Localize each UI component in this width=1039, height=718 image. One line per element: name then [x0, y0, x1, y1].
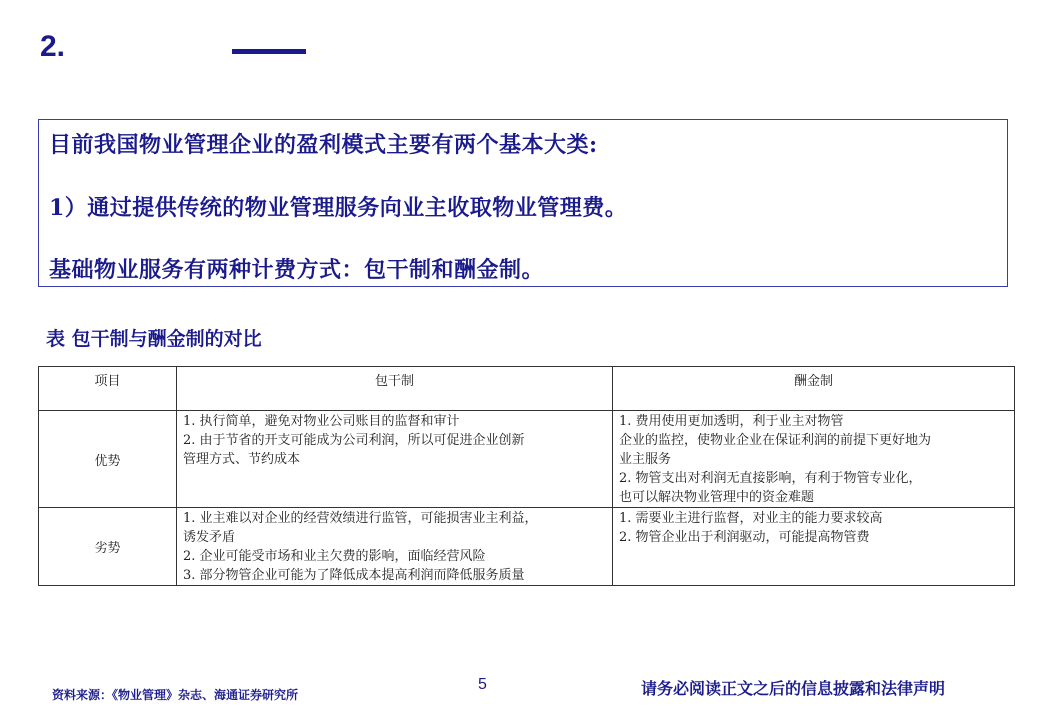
cell-line: 也可以解决物业管理中的资金难题 [619, 490, 815, 505]
summary-line-2: 1）通过提供传统的物业管理服务向业主收取物业管理费。 [49, 195, 628, 221]
cell-line: 诱发矛盾 [183, 530, 236, 545]
footer-source: 资料来源：《物业管理》杂志、海通证券研究所 [52, 688, 299, 702]
row-label-advantages: 优势 [39, 411, 177, 508]
table-caption: 表 包干制与酬金制的对比 [46, 328, 262, 350]
heading-rule [232, 49, 306, 54]
table-row-advantages [39, 411, 1015, 508]
cell-line: 2. 物管企业出于利润驱动，可能提高物管费 [619, 530, 870, 545]
heading-number: 2. [40, 30, 66, 63]
header-baogan: 包干制 [177, 367, 613, 411]
table-header-row [39, 367, 1015, 411]
summary-line-1: 目前我国物业管理企业的盈利模式主要有两个基本大类: [49, 132, 598, 158]
comparison-table [38, 366, 1015, 586]
header-item: 项目 [39, 367, 177, 411]
cell-line: 2. 企业可能受市场和业主欠费的影响，面临经营风险 [183, 549, 486, 564]
summary-line-3: 基础物业服务有两种计费方式：包干制和酬金制。 [49, 257, 545, 283]
disadvantages-baogan-cell [177, 508, 613, 586]
cell-line: 企业的监控，使物业企业在保证利润的前提下更好地为 [619, 433, 932, 448]
advantages-choujin-cell [613, 411, 1015, 508]
table-row-disadvantages [39, 508, 1015, 586]
cell-line: 2. 由于节省的开支可能成为公司利润，所以可促进企业创新 [183, 433, 525, 448]
cell-line: 1. 费用使用更加透明，利于业主对物管 [619, 414, 844, 429]
cell-line: 业主服务 [619, 452, 672, 467]
disadvantages-choujin-cell [613, 508, 1015, 586]
header-choujin: 酬金制 [613, 367, 1015, 411]
cell-line: 1. 需要业主进行监督，对业主的能力要求较高 [619, 511, 883, 526]
cell-line: 管理方式、节约成本 [183, 452, 301, 467]
cell-line: 2. 物管支出对利润无直接影响，有利于物管专业化， [619, 471, 922, 486]
cell-line: 1. 执行简单，避免对物业公司账目的监督和审计 [183, 414, 460, 429]
cell-line: 3. 部分物管企业可能为了降低成本提高利润而降低服务质量 [183, 568, 525, 583]
cell-line: 1. 业主难以对企业的经营效绩进行监管，可能损害业主利益， [183, 511, 538, 526]
summary-box [38, 119, 1008, 287]
footer-disclaimer: 请务必阅读正文之后的信息披露和法律声明 [641, 679, 946, 698]
advantages-baogan-cell [177, 411, 613, 508]
row-label-disadvantages: 劣势 [39, 508, 177, 586]
page-number: 5 [478, 676, 487, 693]
